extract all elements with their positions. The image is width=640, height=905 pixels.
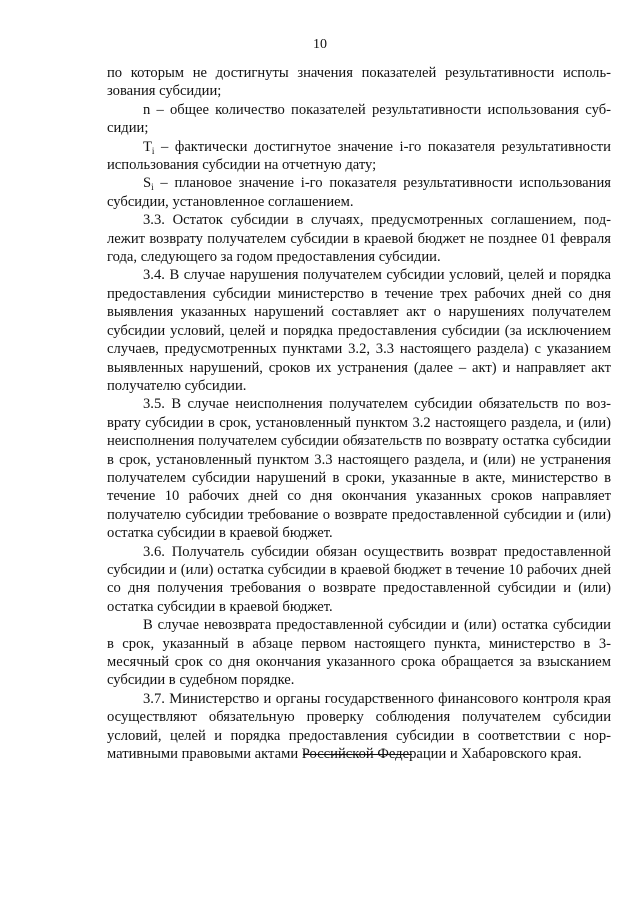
symbol-s: S (143, 175, 152, 192)
paragraph-continuation: по которым не достигнуты значения показателей результативности использования субсидии; (107, 65, 611, 100)
paragraph-definition-si (107, 174, 611, 211)
paragraph-definition-ti (107, 138, 611, 175)
subscript-i: i (151, 182, 154, 193)
paragraph-definition-n: n – общее количество показателей результативности использования субсидии; (107, 101, 611, 137)
paragraph-3-4: 3.4. В случае нарушения получателем субсидии условий, целей и порядка предоставления субсидии министерство в течение трех рабочих дней со дня выявления указанных нарушений составляет акт о нарушениях получателем субсидии условий, целей и порядка предоставления субсидии (за исключением случаев, предусмотренных пунктами 3.2, 3.3 настоящего раздела) с указанием выявленных нарушений, сроков их устранения (далее – акт) и направляет акт получателю субсидии. (107, 267, 611, 394)
symbol-t: T (143, 138, 152, 155)
definition-ti-text: – фактически достигнутое значение i-го показателя результативности использования субсидии на отчетную дату; (107, 138, 611, 174)
subscript-i: i (151, 145, 155, 156)
paragraph-3-6: 3.6. Получатель субсидии обязан осуществить возврат предоставленной субсидии и (или) остатка субсидии в краевой бюджет в течение 10 рабочих дней со дня получения требования о возврате предоставленной субсидии и (или) остатка субсидии в краевой бюджет. (107, 543, 611, 615)
page-number: 10 (313, 37, 327, 52)
paragraph-3-3: 3.3. Остаток субсидии в случаях, предусмотренных соглашением, подлежит возврату получателем субсидии в краевой бюджет не позднее 01 февраля года, следующего за годом предоставления субсидии. (107, 212, 611, 266)
paragraph-3-5: 3.5. В случае неисполнения получателем субсидии обязательств по возврату субсидии в срок, установленный пунктом 3.2 настоящего раздела, и (или) неисполнения получателем субсидии обязательств по возврату остатка субсидии в срок, установленный пунктом 3.3 настоящего раздела, и (или) не устранения получателем субсидии нарушений в сроки, указанные в акте, министерство в течение 10 рабочих дней со дня окончания указанных сроков направляет получателю субсидии требование о возврате предоставленной субсидии и (или) остатка субсидии в краевой бюджет. (107, 396, 611, 542)
paragraph-3-7: 3.7. Министерство и органы государственного финансового контроля края осуществляют обязательную проверку соблюдения получателем субсидии условий, целей и порядка предоставления субсидии в соответствии с нормативными правовыми актами Российской Федерации и Хабаровского края. (107, 690, 611, 763)
document-body (107, 64, 611, 763)
end-separator-line (303, 754, 412, 755)
paragraph-3-6-second: В случае невозврата предоставленной субсидии и (или) остатка субсидии в срок, указанный в абзаце первом настоящего пункта, министерство в 3-месячный срок со дня окончания указанного срока обращается за взысканием субсидии в судебном порядке. (107, 617, 611, 689)
definition-si-text: – плановое значение i-го показателя результативности использования субсидии, установленное соглашением. (107, 175, 611, 210)
